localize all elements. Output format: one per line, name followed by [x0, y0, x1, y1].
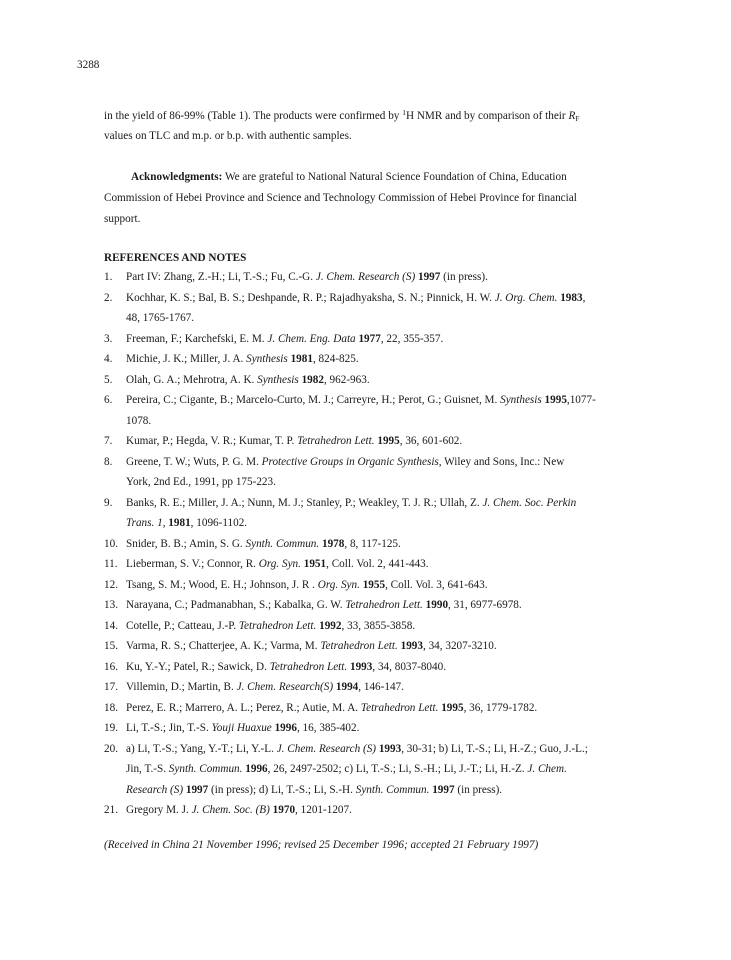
reference-text-line: Michie, J. K.; Miller, J. A. Synthesis 1981, 824-825. [126, 353, 359, 365]
reference-number: 14. [104, 619, 118, 632]
intro-text-b: H NMR and by comparison of their [405, 110, 569, 122]
reference-number: 6. [104, 394, 113, 406]
reference-number: 2. [104, 291, 113, 304]
reference-text-line: Banks, R. E.; Miller, J. A.; Nunn, M. J.; Stanley, P.; Weakley, T. J. R.; Ullah, Z. J. Chem. Soc. Perkin [126, 496, 577, 509]
intro-line-2: values on TLC and m.p. or b.p. with authentic samples. [104, 130, 352, 142]
reference-text-line: Perez, E. R.; Marrero, A. L.; Perez, R.; Autie, M. A. Tetrahedron Lett. 1995, 36, 1779-1782. [126, 701, 538, 714]
reference-number: 4. [104, 353, 113, 365]
reference-text-line: Olah, G. A.; Mehrotra, A. K. Synthesis 1982, 962-963. [126, 373, 370, 386]
reference-number: 10. [104, 537, 118, 550]
reference-text-line: Narayana, C.; Padmanabhan, S.; Kabalka, G. W. Tetrahedron Lett. 1990, 31, 6977-6978. [126, 599, 522, 611]
reference-text-line: Freeman, F.; Karchefski, E. M. J. Chem. Eng. Data 1977, 22, 355-357. [126, 332, 444, 345]
reference-number: 13. [104, 599, 118, 611]
reference-text-line: Tsang, S. M.; Wood, E. H.; Johnson, J. R . Org. Syn. 1955, Coll. Vol. 3, 641-643. [126, 578, 488, 591]
reference-text-line: Pereira, C.; Cigante, B.; Marcelo-Curto, M. J.; Carreyre, H.; Perot, G.; Guisnet, M. Synthesis 1995,1077- [126, 394, 596, 406]
ack-text-1: We are grateful to National Natural Science Foundation of China, Education [222, 171, 567, 183]
references-heading: REFERENCES AND NOTES [104, 252, 247, 264]
reference-text-line: Varma, R. S.; Chatterjee, A. K.; Varma, M. Tetrahedron Lett. 1993, 34, 3207-3210. [126, 640, 497, 652]
reference-text-line: Li, T.-S.; Jin, T.-S. Youji Huaxue 1996, 16, 385-402. [126, 722, 360, 734]
reference-number: 12. [104, 578, 118, 591]
reference-text-line: Trans. 1, 1981, 1096-1102. [126, 517, 248, 529]
reference-text-line: Jin, T.-S. Synth. Commun. 1996, 26, 2497-2502; c) Li, T.-S.; Li, S.-H.; Li, J.-T.; Li, H.-Z. J. Chem. [126, 763, 567, 775]
reference-number: 15. [104, 640, 118, 652]
reference-number: 3. [104, 332, 113, 345]
rf-symbol: R [568, 110, 576, 122]
reference-text-line: Greene, T. W.; Wuts, P. G. M. Protective Groups in Organic Synthesis, Wiley and Sons, Inc.: New [126, 455, 565, 468]
ack-line-3: support. [104, 213, 141, 225]
ack-line-2: Commission of Hebei Province and Science and Technology Commission of Hebei Province for financial [104, 192, 577, 204]
reference-number: 20. [104, 742, 118, 755]
reference-text-line: Villemin, D.; Martin, B. J. Chem. Research(S) 1994, 146-147. [126, 681, 404, 693]
reference-number: 18. [104, 701, 118, 714]
rf-subscript: F [575, 114, 580, 123]
intro-text-a: in the yield of 86-99% (Table 1). The products were confirmed by [104, 110, 403, 122]
reference-number: 1. [104, 271, 113, 283]
page-number: 3288 [77, 59, 100, 71]
reference-text-line: 48, 1765-1767. [126, 312, 195, 324]
reference-text-line: Kumar, P.; Hegda, V. R.; Kumar, T. P. Tetrahedron Lett. 1995, 36, 601-602. [126, 435, 463, 447]
reference-number: 8. [104, 455, 113, 468]
reference-text-line: Kochhar, K. S.; Bal, B. S.; Deshpande, R. P.; Rajadhyaksha, S. N.; Pinnick, H. W. J. Org. Chem. 1983, [126, 291, 586, 304]
reference-number: 17. [104, 681, 118, 693]
reference-number: 21. [104, 804, 118, 816]
reference-number: 16. [104, 660, 118, 673]
reference-text-line: Gregory M. J. J. Chem. Soc. (B) 1970, 1201-1207. [126, 804, 352, 816]
ack-label: Acknowledgments: [131, 171, 223, 183]
reference-number: 7. [104, 435, 113, 447]
reference-text-line: Lieberman, S. V.; Connor, R. Org. Syn. 1951, Coll. Vol. 2, 441-443. [126, 558, 429, 570]
reference-number: 5. [104, 373, 113, 386]
reference-number: 19. [104, 722, 118, 734]
reference-text-line: a) Li, T.-S.; Yang, Y.-T.; Li, Y.-L. J. Chem. Research (S) 1993, 30-31; b) Li, T.-S.; Li, H.-Z.; Guo, J.-L.; [126, 742, 588, 755]
received-dates: (Received in China 21 November 1996; revised 25 December 1996; accepted 21 February 1997) [104, 839, 539, 851]
reference-number: 11. [104, 558, 118, 570]
reference-text-line: Part IV: Zhang, Z.-H.; Li, T.-S.; Fu, C.-G. J. Chem. Research (S) 1997 (in press). [126, 271, 488, 283]
reference-number: 9. [104, 496, 113, 509]
reference-text-line: 1078. [126, 414, 152, 427]
reference-text-line: York, 2nd Ed., 1991, pp 175-223. [126, 476, 276, 488]
reference-text-line: Snider, B. B.; Amin, S. G. Synth. Commun. 1978, 8, 117-125. [126, 537, 401, 550]
reference-text-line: Research (S) 1997 (in press); d) Li, T.-S.; Li, S.-H. Synth. Commun. 1997 (in press). [126, 783, 503, 796]
reference-text-line: Ku, Y.-Y.; Patel, R.; Sawick, D. Tetrahedron Lett. 1993, 34, 8037-8040. [126, 660, 447, 673]
reference-text-line: Cotelle, P.; Catteau, J.-P. Tetrahedron Lett. 1992, 33, 3855-3858. [126, 619, 416, 632]
ack-line-1 [131, 172, 567, 183]
intro-line-1 [104, 108, 580, 123]
nmr-superscript: 1 [402, 108, 406, 117]
